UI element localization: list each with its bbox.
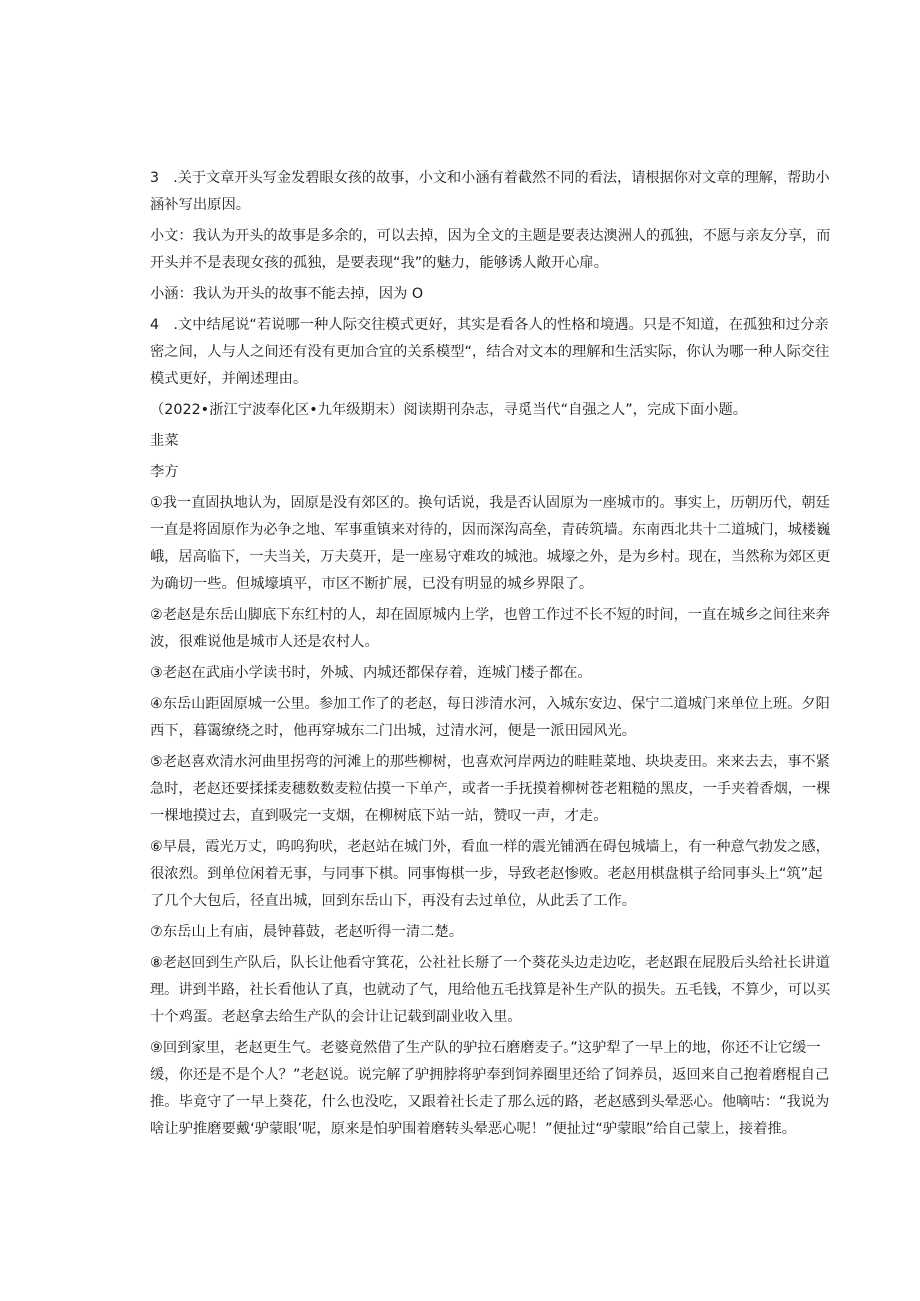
- text-line: ⑥早晨，霞光万丈，呜呜狗吠，老赵站在城门外，看血一样的震光铺洒在碍包城墙上，有一种意气勃发之感，: [150, 839, 830, 855]
- text-line: 密之间，人与人之间还有没有更加合宜的关系模型“，结合对文本的理解和生活实际，你认为哪一种人际交往: [150, 344, 830, 360]
- text-line: ⑤老赵喜欢清水河曲里拐弯的河滩上的那些柳树，也喜欢河岸两边的畦畦菜地、块块麦田。来来去去，事不紧: [150, 754, 830, 770]
- paragraph-p4: [150, 691, 830, 745]
- paragraph-p7: [150, 919, 830, 946]
- text-line: 为确切一些。但城壕填平，市区不断扩展，已没有明显的城乡界限了。: [150, 576, 594, 592]
- paragraph-xiaohan: [150, 281, 830, 308]
- document-page: [150, 165, 830, 1147]
- paragraph-p5: [150, 749, 830, 830]
- text-line: （2022•浙江宁波奉化区•九年级期末）阅读期刊杂志，寻觅当代“自强之人”，完成下面小题。: [150, 402, 748, 418]
- text-line: 啥让驴推磨要戴‘驴蒙眼’呢，原来是怕驴围着磨转头晕恶心呢！”便扯过“驴蒙眼”给自己蒙上，接着推。: [150, 1121, 797, 1137]
- text-line: ⑨回到家里，老赵更生气。老婆竟然借了生产队的驴拉石磨磨麦子。”这驴犁了一早上的地，你还不让它缓一: [150, 1040, 821, 1056]
- paragraph-q3: [150, 165, 830, 219]
- text-line: 李方: [150, 464, 179, 480]
- text-line: 西下，暮霭缭绕之时，他再穿城东二门出城，过清水河，便是一派田园风光。: [150, 723, 637, 739]
- text-line: 缓，你还是不是个人？”老赵说。说完解了驴拥脖将驴奉到饲养圈里还给了饲养员，返回来自己抱着磨棍自己: [150, 1067, 830, 1083]
- text-line: ①我一直固执地认为，固原是没有郊区的。换句话说，我是否认固原为一座城市的。事实上，历朝历代，朝廷: [150, 495, 830, 511]
- paragraph-p6: [150, 834, 830, 915]
- paragraph-title: [150, 428, 830, 455]
- text-line: 小文：我认为开头的故事是多余的，可以去掉，因为全文的主题是要表达澳洲人的孤独，不愿与亲友分享，而: [150, 228, 831, 244]
- paragraph-p2: [150, 602, 830, 656]
- text-line: 开头并不是表现女孩的孤独，是要表现“我”的魅力，能够诱人敞开心扉。: [150, 255, 609, 271]
- text-line: 很浓烈。到单位闲着无事，与同事下棋。同事悔棋一步，导致老赵惨败。老赵用棋盘棋子给同事头上“筑”起: [150, 866, 823, 882]
- text-line: 峨，居高临下，一夫当关，万夫莫开，是一座易守难攻的城池。城壕之外，是为乡村。现在，当然称为郊区更: [150, 549, 831, 565]
- text-line: 推。毕竟守了一早上葵花，什么也没吃，又跟着社长走了那么远的路，老赵感到头晕恶心。他嘀咕：“我说为: [150, 1094, 830, 1110]
- paragraph-xiaowen: [150, 223, 830, 277]
- text-line: 涵补写出原因。: [150, 197, 251, 213]
- text-line: 3 .关于文章开头写金发碧眼女孩的故事，小文和小涵有着截然不同的看法，请根据你对文章的理解，帮助小: [150, 170, 830, 186]
- paragraph-q4: [150, 312, 830, 393]
- text-line: 理。讲到半路，社长看他认了真，也就动了气，甩给他五毛找算是补生产队的损失。五毛钱，不算少，可以买: [150, 982, 831, 998]
- text-line: 一直是将固原作为必争之地、军事重镇来对待的，因而深沟高垒，青砖筑墙。东南西北共十二道城门，城楼巍: [150, 522, 831, 538]
- text-line: 小涵：我认为开头的故事不能去掉，因为 O: [150, 286, 424, 302]
- paragraph-author: [150, 459, 830, 486]
- paragraph-p9: [150, 1035, 830, 1143]
- text-line: 急时，老赵还要揉揉麦穗数数麦粒估摸一下单产，或者一手抚摸着柳树苍老粗糙的黑皮，一手夹着香烟，一棵: [150, 781, 831, 797]
- paragraph-p1: [150, 490, 830, 598]
- text-line: 韭菜: [150, 433, 179, 449]
- text-line: 模式更好，并阐述理由。: [150, 371, 308, 387]
- text-line: 波，很难说他是城市人还是农村人。: [150, 634, 379, 650]
- paragraph-source: [150, 397, 830, 424]
- text-line: ⑧老赵回到生产队后，队长让他看守箕花，公社社长掰了一个葵花头边走边吃，老赵跟在屁股后头给社长讲道: [150, 955, 830, 971]
- text-line: ③老赵在武庙小学读书时，外城、内城还都保存着，连城门楼子都在。: [150, 665, 592, 681]
- text-line: 4 .文中结尾说“若说哪一种人际交往模式更好，其实是看各人的性格和境遇。只是不知道，在孤独和过分亲: [150, 317, 829, 333]
- text-line: 十个鸡蛋。老赵拿去给生产队的会计让记载到副业收入里。: [150, 1009, 522, 1025]
- text-line: 了几个大包后，径直出城，回到东岳山下，再没有去过单位，从此丢了工作。: [150, 893, 637, 909]
- text-line: 一棵地摸过去，直到吸完一支烟，在柳树底下站一站，赞叹一声，才走。: [150, 808, 608, 824]
- paragraph-p8: [150, 950, 830, 1031]
- paragraph-p3: [150, 660, 830, 687]
- text-line: ②老赵是东岳山脚底下东红村的人，却在固原城内上学，也曾工作过不长不短的时间，一直在城乡之间往来奔: [150, 607, 830, 623]
- text-line: ④东岳山距固原城一公里。参加工作了的老赵，每日涉清水河，入城东安边、保宁二道城门来单位上班。夕阳: [150, 696, 830, 712]
- text-line: ⑦东岳山上有庙，晨钟暮鼓，老赵听得一清二楚。: [150, 924, 464, 940]
